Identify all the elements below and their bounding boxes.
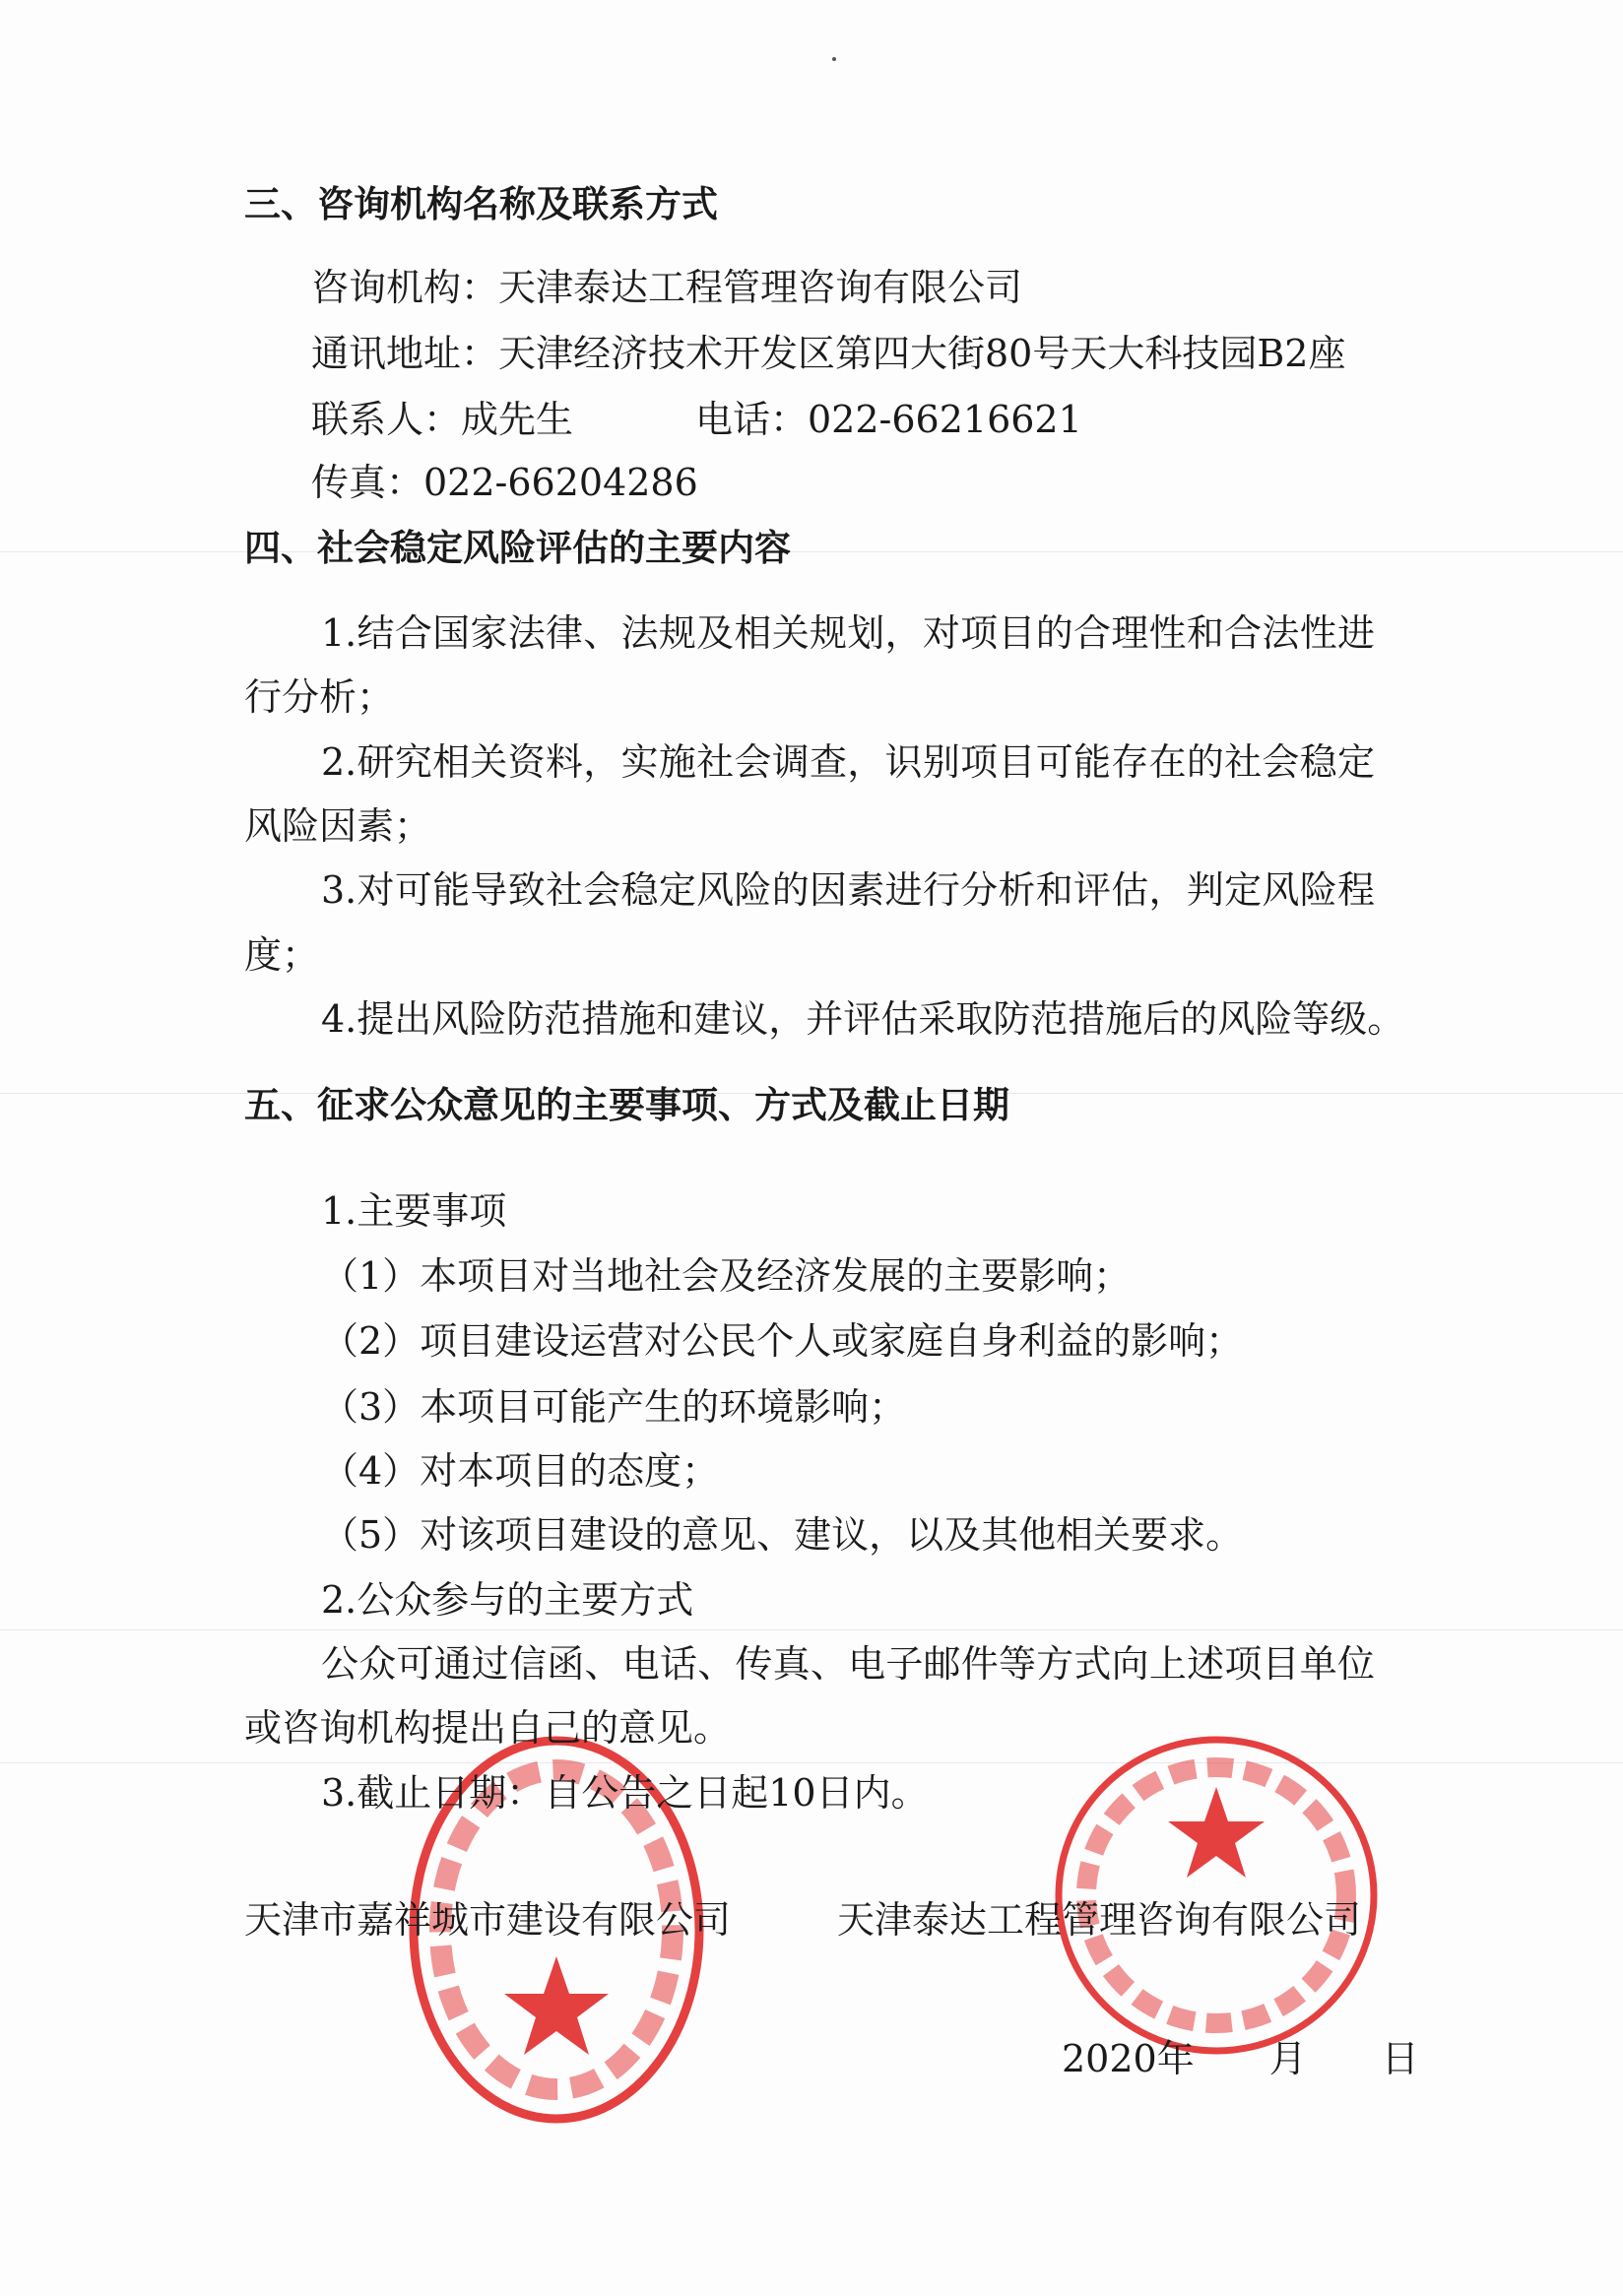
right-company-name: 天津泰达工程管理咨询有限公司 [837,1898,1362,1942]
fax-number: 传真：022-66204286 [311,461,698,504]
phone-number: 电话：022-66216621 [695,398,1082,441]
paragraph-line: 1.结合国家法律、法规及相关规划，对项目的合理性和合法性进 [321,611,1375,655]
consulting-org: 咨询机构：天津泰达工程管理咨询有限公司 [311,266,1023,309]
paragraph-line: 风险因素； [244,804,432,848]
scan-line [0,1762,1623,1763]
scan-speck [832,57,836,61]
list-item: （4）对本项目的态度； [321,1449,720,1493]
signature-date: 2020年 月 日 [1062,2037,1419,2080]
list-item: （2）项目建设运营对公民个人或家庭自身利益的影响； [321,1319,1244,1363]
list-item: （3）本项目可能产生的环境影响； [321,1385,907,1429]
mailing-address: 通讯地址：天津经济技术开发区第四大街80号天大科技园B2座 [311,332,1346,375]
subheading: 1.主要事项 [321,1189,507,1233]
list-item: （5）对该项目建设的意见、建议，以及其他相关要求。 [321,1513,1244,1557]
star-icon [504,1956,609,2055]
paragraph-line: 或咨询机构提出自己的意见。 [244,1706,732,1750]
left-company-name: 天津市嘉祥城市建设有限公司 [244,1898,732,1942]
paragraph-line: 2.研究相关资料，实施社会调查，识别项目可能存在的社会稳定 [321,740,1375,784]
paragraph-line: 4.提出风险防范措施和建议，并评估采取防范措施后的风险等级。 [321,997,1405,1041]
paragraph-line: 公众可通过信函、电话、传真、电子邮件等方式向上述项目单位 [321,1642,1375,1686]
paragraph-line: 行分析； [244,675,395,719]
section-heading: 五、征求公众意见的主要事项、方式及截止日期 [244,1084,1009,1126]
subheading: 2.公众参与的主要方式 [321,1578,694,1622]
star-icon [1168,1787,1265,1878]
section-heading: 四、社会稳定风险评估的主要内容 [244,527,791,569]
contact-person: 联系人：成先生 [311,398,574,441]
list-item: （1）本项目对当地社会及经济发展的主要影响； [321,1254,1132,1298]
scan-line [0,1629,1623,1630]
paragraph-line: 度； [244,933,320,977]
section-heading: 三、咨询机构名称及联系方式 [244,183,718,225]
deadline: 3.截止日期：自公告之日起10日内。 [321,1771,929,1815]
paragraph-line: 3.对可能导致社会稳定风险的因素进行分析和评估，判定风险程 [321,868,1375,912]
